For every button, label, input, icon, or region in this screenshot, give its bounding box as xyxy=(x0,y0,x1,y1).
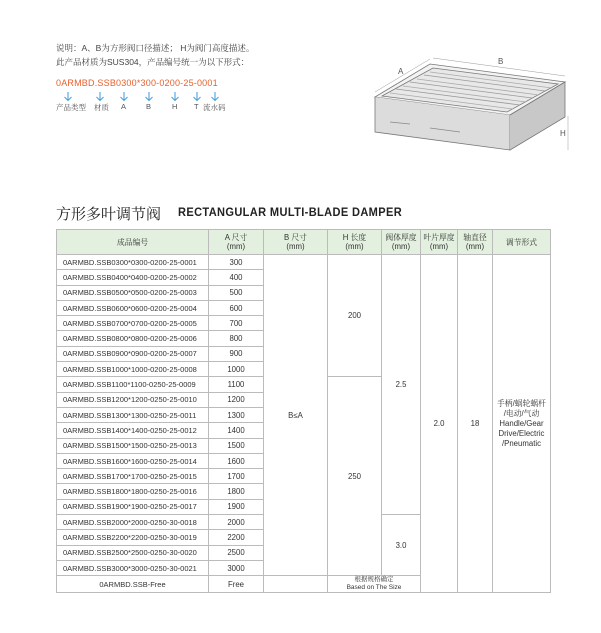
header-model: 成品编号 xyxy=(57,230,209,255)
cell-model: 0ARMBD.SSB2000*2000-0250-30-0018 xyxy=(57,515,209,530)
cell-adjust: 手柄/蜗轮蜗杆 /电动/气动 Handle/Gear Drive/Electric /Pneumatic xyxy=(493,255,551,593)
cell-h: 200 xyxy=(328,255,382,377)
cell-a: Free xyxy=(209,576,264,593)
segment-label: T xyxy=(194,102,199,111)
cell-model: 0ARMBD.SSB1500*1500-0250-25-0013 xyxy=(57,438,209,453)
cell-model: 0ARMBD.SSB2200*2200-0250-30-0019 xyxy=(57,530,209,545)
segment-label: 产品类型 xyxy=(56,103,86,112)
arrow-down-icon xyxy=(63,92,73,102)
header-b: B 尺寸 (mm) xyxy=(264,230,328,255)
cell-body-thickness: 3.0 xyxy=(382,515,421,576)
cell-size-note: 根据规格确定 Based on The Size xyxy=(328,576,421,593)
cell-a: 1200 xyxy=(209,392,264,407)
note-line-2: 此产品材质为SUS304，产品编号统一为以下形式： xyxy=(56,57,250,67)
dimension-b-label: B xyxy=(498,57,504,66)
cell-model: 0ARMBD.SSB0500*0500-0200-25-0003 xyxy=(57,285,209,300)
cell-h: 250 xyxy=(328,377,382,576)
header-adjust: 调节形式 xyxy=(493,230,551,255)
spec-table xyxy=(56,229,551,593)
dimension-a-label: A xyxy=(398,67,404,76)
cell-model: 0ARMBD.SSB1000*1000-0200-25-0008 xyxy=(57,362,209,377)
arrow-down-icon xyxy=(144,92,154,102)
cell-a: 1400 xyxy=(209,423,264,438)
cell-a: 1500 xyxy=(209,438,264,453)
cell-model: 0ARMBD.SSB1100*1100-0250-25-0009 xyxy=(57,377,209,392)
cell-model: 0ARMBD.SSB1900*1900-0250-25-0017 xyxy=(57,499,209,514)
note-line-1: 说明：A、B为方形阀口径描述； H为阀门高度描述。 xyxy=(56,43,255,53)
cell-a: 1800 xyxy=(209,484,264,499)
cell-a: 1300 xyxy=(209,407,264,422)
cell-model: 0ARMBD.SSB1800*1800-0250-25-0016 xyxy=(57,484,209,499)
cell-a: 500 xyxy=(209,285,264,300)
page-title-cn: 方形多叶调节阀 xyxy=(56,206,162,223)
cell-a: 1000 xyxy=(209,362,264,377)
table-row xyxy=(57,255,551,270)
cell-a: 300 xyxy=(209,255,264,270)
cell-a: 400 xyxy=(209,270,264,285)
segment-label: B xyxy=(146,102,152,111)
arrow-down-icon xyxy=(192,92,202,102)
cell-a: 3000 xyxy=(209,560,264,575)
cell-a: 900 xyxy=(209,346,264,361)
cell-model: 0ARMBD.SSB1700*1700-0250-25-0015 xyxy=(57,469,209,484)
table-header-row xyxy=(57,230,551,255)
code-example: 0ARMBD.SSB0300*300-0200-25-0001 xyxy=(56,78,218,88)
cell-a: 2200 xyxy=(209,530,264,545)
cell-model: 0ARMBD.SSB1200*1200-0250-25-0010 xyxy=(57,392,209,407)
header-shaft-diameter: 轴直径 (mm) xyxy=(458,230,493,255)
arrow-down-icon xyxy=(95,92,105,102)
segment-label: H xyxy=(172,102,178,111)
cell-model: 0ARMBD.SSB0700*0700-0200-25-0005 xyxy=(57,316,209,331)
dimension-h-label: H xyxy=(560,129,566,138)
arrow-down-icon xyxy=(119,92,129,102)
cell-model: 0ARMBD.SSB0600*0600-0200-25-0004 xyxy=(57,300,209,315)
segment-label: 流水码 xyxy=(203,103,226,112)
cell-b-free xyxy=(264,576,328,593)
cell-model: 0ARMBD.SSB2500*2500-0250-30-0020 xyxy=(57,545,209,560)
cell-model: 0ARMBD.SSB1300*1300-0250-25-0011 xyxy=(57,407,209,422)
cell-shaft-diameter: 18 xyxy=(458,255,493,593)
header-h: H 长度 (mm) xyxy=(328,230,382,255)
cell-body-thickness: 2.5 xyxy=(382,255,421,515)
segment-label: 材质 xyxy=(94,103,109,112)
cell-model: 0ARMBD.SSB3000*3000-0250-30-0021 xyxy=(57,560,209,575)
cell-a: 800 xyxy=(209,331,264,346)
page-title-en: RECTANGULAR MULTI-BLADE DAMPER xyxy=(178,205,403,219)
header-a: A 尺寸 (mm) xyxy=(209,230,264,255)
cell-a: 1700 xyxy=(209,469,264,484)
segment-label: A xyxy=(121,102,127,111)
damper-illustration xyxy=(370,52,570,162)
cell-a: 1100 xyxy=(209,377,264,392)
cell-a: 700 xyxy=(209,316,264,331)
cell-a: 1900 xyxy=(209,499,264,514)
cell-model: 0ARMBD.SSB-Free xyxy=(57,576,209,593)
arrow-down-icon xyxy=(170,92,180,102)
cell-b: B≤A xyxy=(264,255,328,576)
cell-blade-thickness: 2.0 xyxy=(421,255,458,593)
cell-model: 0ARMBD.SSB1400*1400-0250-25-0012 xyxy=(57,423,209,438)
arrow-down-icon xyxy=(210,92,220,102)
cell-model: 0ARMBD.SSB0400*0400-0200-25-0002 xyxy=(57,270,209,285)
cell-model: 0ARMBD.SSB0300*0300-0200-25-0001 xyxy=(57,255,209,270)
cell-a: 2000 xyxy=(209,515,264,530)
cell-a: 600 xyxy=(209,300,264,315)
cell-a: 2500 xyxy=(209,545,264,560)
cell-model: 0ARMBD.SSB0800*0800-0200-25-0006 xyxy=(57,331,209,346)
cell-a: 1600 xyxy=(209,453,264,468)
header-blade-thickness: 叶片厚度 (mm) xyxy=(421,230,458,255)
cell-model: 0ARMBD.SSB0900*0900-0200-25-0007 xyxy=(57,346,209,361)
cell-model: 0ARMBD.SSB1600*1600-0250-25-0014 xyxy=(57,453,209,468)
header-body-thickness: 阀体厚度 (mm) xyxy=(382,230,421,255)
